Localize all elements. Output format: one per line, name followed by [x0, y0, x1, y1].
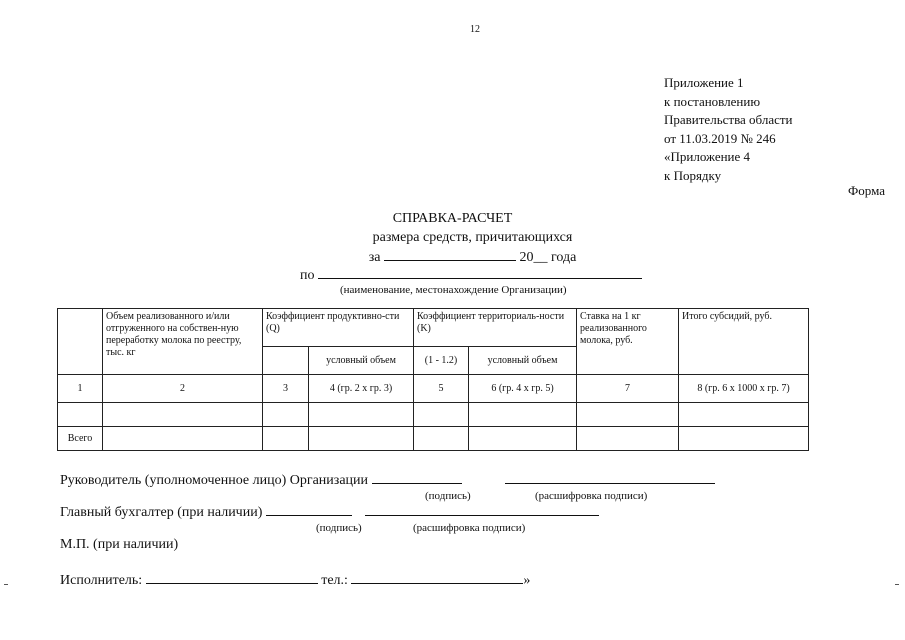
appendix-line: к постановлению [664, 93, 761, 109]
document-title: СПРАВКА-РАСЧЕТ [392, 211, 513, 226]
head-decode-blank [505, 471, 715, 484]
column-number: 4 (гр. 2 х гр. 3) [309, 375, 414, 403]
table-cell [263, 403, 309, 427]
table-cell [103, 427, 263, 451]
header-total: Итого субсидий, руб. [679, 309, 809, 375]
header-k-range: (1 - 1.2) [414, 347, 469, 375]
document-subtitle: размера средств, причитающихся [372, 230, 573, 245]
appendix-line: «Приложение 4 [664, 149, 751, 164]
executor-label: Исполнитель: [60, 573, 143, 588]
head-signature-line [60, 471, 715, 489]
closing-quote: » [523, 573, 531, 588]
stamp-label: М.П. (при наличии) [60, 537, 179, 552]
table-row-total [58, 427, 809, 451]
organization-hint: (наименование, местонахождение Организации) [340, 284, 567, 296]
column-number: 2 [103, 375, 263, 403]
period-line [20, 248, 905, 266]
organization-blank [318, 266, 642, 279]
table-cell [577, 403, 679, 427]
header-rate: Ставка на 1 кг реализованного молока, руб. [577, 309, 679, 375]
appendix-line: от 11.03.2019 № 246 [664, 130, 776, 146]
executor-line [60, 571, 530, 589]
column-number: 3 [263, 375, 309, 403]
head-decode-hint: (расшифровка подписи) [535, 490, 648, 502]
calculation-table [57, 308, 809, 451]
table-cell [679, 403, 809, 427]
edge-mark [895, 584, 899, 585]
organization-prefix: по [300, 268, 315, 283]
header-cond-volume-q: условный объем [309, 347, 414, 375]
form-label: Форма [848, 183, 885, 198]
appendix-line: к Порядку [664, 167, 722, 183]
organization-line [300, 266, 642, 284]
table-cell [577, 427, 679, 451]
accountant-sign-blank [266, 503, 352, 516]
accountant-label: Главный бухгалтер (при наличии) [60, 505, 263, 520]
column-number: 1 [58, 375, 103, 403]
appendix-note [664, 74, 793, 185]
appendix-line: Приложение 1 [664, 75, 744, 90]
accountant-decode-hint: (расшифровка подписи) [413, 522, 526, 534]
accountant-sign-hint: (подпись) [316, 522, 362, 534]
head-sign-blank [372, 471, 462, 484]
table-cell [309, 427, 414, 451]
table-cell [309, 403, 414, 427]
executor-blank [146, 571, 318, 584]
table-cell [469, 427, 577, 451]
table-cell [263, 427, 309, 451]
header-q-empty [263, 347, 309, 375]
appendix-line: Правительства области [664, 112, 793, 127]
head-label: Руководитель (уполномоченное лицо) Организации [60, 473, 369, 488]
phone-blank [351, 571, 523, 584]
table-cell [58, 403, 103, 427]
header-coef-q: Коэффициент продуктивно-сти (Q) [263, 309, 414, 347]
phone-label: тел.: [321, 573, 348, 588]
accountant-signature-line [60, 503, 599, 521]
column-number: 6 (гр. 4 х гр. 5) [469, 375, 577, 403]
header-coef-k: Коэффициент территориаль-ности (K) [414, 309, 577, 347]
total-label: Всего [58, 427, 103, 451]
period-prefix: за [368, 250, 381, 265]
header-cell-empty [58, 309, 103, 375]
page-number: 12 [470, 24, 480, 35]
column-number: 8 (гр. 6 х 1000 х гр. 7) [679, 375, 809, 403]
edge-mark [4, 584, 8, 585]
accountant-decode-blank [365, 503, 599, 516]
table-cell [103, 403, 263, 427]
head-sign-hint: (подпись) [425, 490, 471, 502]
period-blank [384, 248, 516, 261]
table-cell [414, 403, 469, 427]
table-cell [469, 403, 577, 427]
header-volume: Объем реализованного и/или отгруженного на собствен-ную переработку молока по реестру, тыс. кг [103, 309, 263, 375]
period-year: 20__ года [519, 250, 577, 265]
header-cond-volume-k: условный объем [469, 347, 577, 375]
column-number: 7 [577, 375, 679, 403]
table-cell [679, 427, 809, 451]
table-row [58, 403, 809, 427]
table-cell [414, 427, 469, 451]
column-number: 5 [414, 375, 469, 403]
